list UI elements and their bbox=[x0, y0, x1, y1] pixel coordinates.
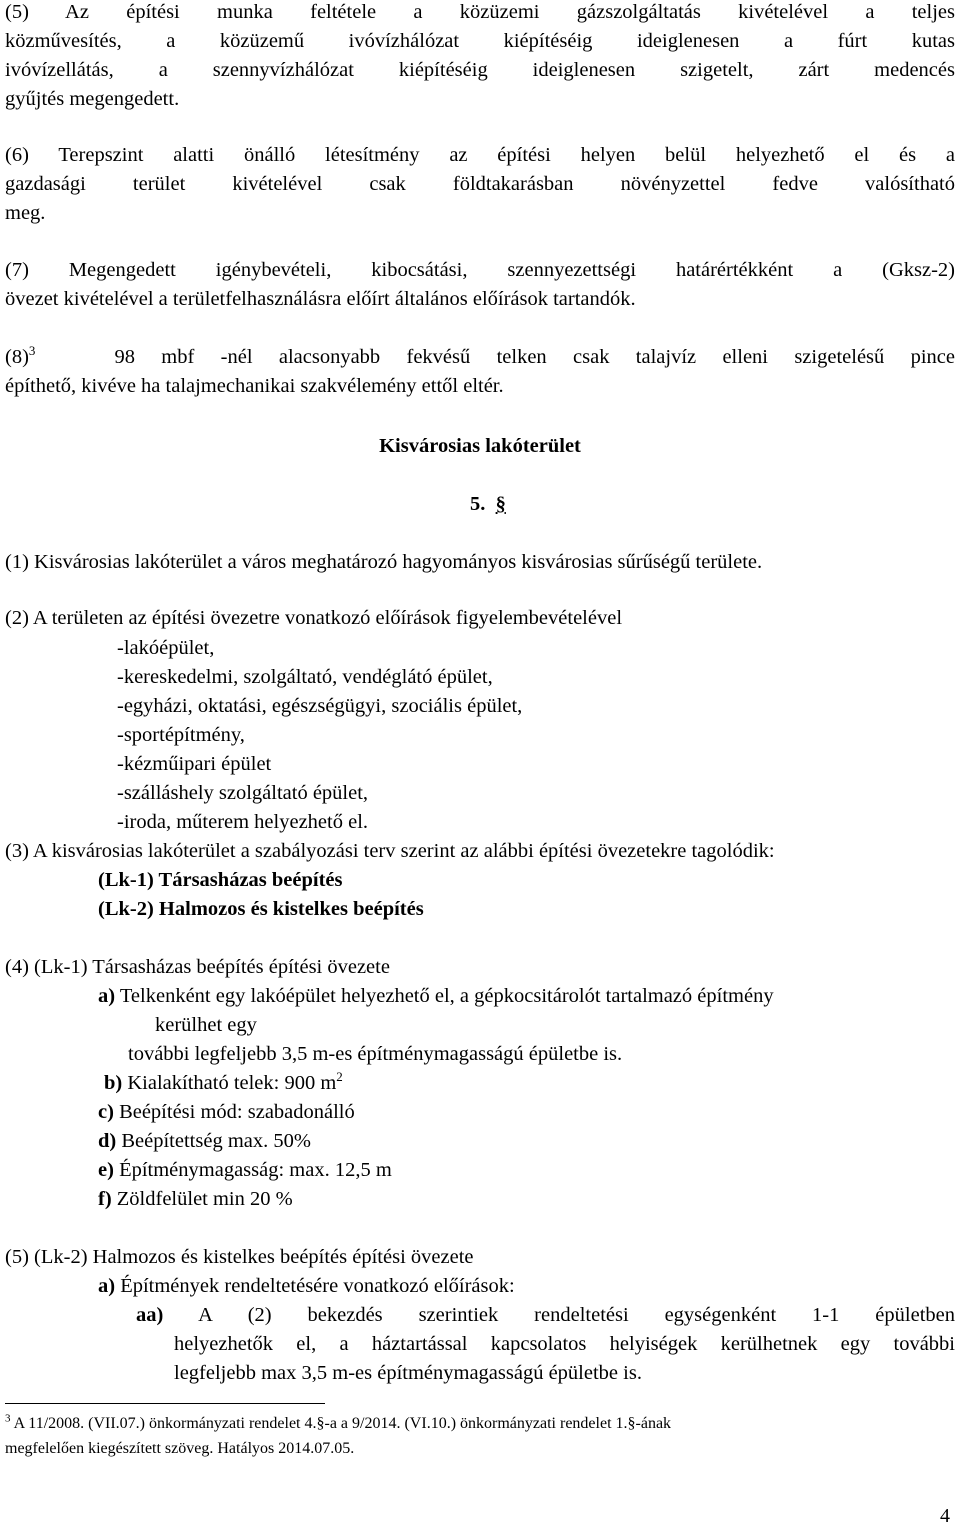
para6-line1: (6) Terepszint alatti önálló létesítmény az építési helyen belül helyezhető el és a bbox=[5, 144, 955, 166]
para6-line2: gazdasági terület kivételével csak földtakarásban növényzettel fedve valósítható bbox=[5, 173, 955, 195]
para7-line1: (7) Megengedett igénybevételi, kibocsátási, szennyezettségi határértékként a (Gksz-2) bbox=[5, 259, 955, 281]
s4-a-line2: kerülhet egy bbox=[155, 1014, 257, 1036]
s2-item: -szálláshely szolgáltató épület, bbox=[117, 782, 369, 804]
section-number bbox=[470, 490, 670, 519]
s2-item: -kézműipari épület bbox=[117, 753, 272, 775]
para7-line2: övezet kivételével a területfelhasználásra előírt általános előírások tartandók. bbox=[5, 288, 636, 310]
para5-line2: közművesítés, a közüzemű ivóvízhálózat kiépítéséig ideiglenesen a fúrt kutas bbox=[5, 30, 955, 52]
s4-b-label: b) bbox=[104, 1072, 123, 1094]
s5-aa-line1 bbox=[136, 1301, 955, 1330]
para8-line1 bbox=[5, 343, 955, 372]
s4-c bbox=[98, 1098, 960, 1127]
footnote-line1 bbox=[5, 1412, 671, 1436]
s4-c-label: c) bbox=[98, 1101, 114, 1123]
s2-item: -lakóépület, bbox=[117, 637, 215, 659]
s5-aa-line3: legfeljebb max 3,5 m-es építménymagasságú épületbe is. bbox=[174, 1362, 642, 1384]
para5-line1: (5) Az építési munka feltétele a közüzemi gázszolgáltatás kivételével a teljes bbox=[5, 1, 955, 23]
s4-a-line3: további legfeljebb 3,5 m-es építménymagasságú épületbe is. bbox=[128, 1043, 623, 1065]
s4-c-text: Beépítési mód: szabadonálló bbox=[113, 1101, 355, 1123]
s2-item: -kereskedelmi, szolgáltató, vendéglátó épület, bbox=[117, 666, 493, 688]
s4-d-text: Beépítettség max. 50% bbox=[116, 1130, 311, 1152]
s4-f-label: f) bbox=[98, 1188, 112, 1210]
s5-aa-label: aa) bbox=[136, 1304, 164, 1326]
s2-intro: (2) A területen az építési övezetre vonatkozó előírások figyelembevételével bbox=[5, 607, 623, 629]
s4-b-text: Kialakítható telek: 900 m bbox=[122, 1072, 337, 1094]
s4-e-text: Építménymagasság: max. 12,5 m bbox=[113, 1159, 392, 1181]
s4-d-label: d) bbox=[98, 1130, 117, 1152]
s4-b-sup: 2 bbox=[336, 1069, 343, 1085]
s4-e bbox=[98, 1156, 960, 1185]
footnote-line2: megfelelően kiegészített szöveg. Hatályos 2014.07.05. bbox=[5, 1440, 355, 1457]
s5-a-label: a) bbox=[98, 1275, 116, 1297]
s3-item-lk1: (Lk-1) Társasházas beépítés bbox=[98, 869, 343, 891]
page-number: 4 bbox=[940, 1505, 950, 1527]
s2-item: -sportépítmény, bbox=[117, 724, 245, 746]
para6-line3: meg. bbox=[5, 202, 46, 224]
s4-a-text: Telkenként egy lakóépület helyezhető el, a gépkocsitárolót tartalmazó építmény bbox=[115, 985, 774, 1007]
s5-a-text: Építmények rendeltetésére vonatkozó előírások: bbox=[115, 1275, 515, 1297]
s4-b bbox=[104, 1069, 960, 1098]
s4-a-label: a) bbox=[98, 985, 116, 1007]
s4-d bbox=[98, 1127, 960, 1156]
s3-item-lk2: (Lk-2) Halmozos és kistelkes beépítés bbox=[98, 898, 424, 920]
s5-title: (5) (Lk-2) Halmozos és kistelkes beépítés építési övezete bbox=[5, 1246, 474, 1268]
section-heading: Kisvárosias lakóterület bbox=[379, 435, 581, 457]
s4-e-label: e) bbox=[98, 1159, 114, 1181]
para5-line4: gyűjtés megengedett. bbox=[5, 88, 180, 110]
para8-prefix: (8) bbox=[5, 346, 29, 368]
footnote-text: A 11/2008. (VII.07.) önkormányzati rendelet 4.§-a a 9/2014. (VI.10.) önkormányzati rendelet 1.§-ának bbox=[10, 1415, 672, 1432]
section-sign: § bbox=[495, 493, 506, 515]
footnote-ref-3: 3 bbox=[28, 343, 36, 359]
s2-item: -iroda, műterem helyezhető el. bbox=[117, 811, 369, 833]
s3-intro: (3) A kisvárosias lakóterület a szabályozási terv szerint az alábbi építési övezetekre tagolódik: bbox=[5, 840, 775, 862]
s2-item: -egyházi, oktatási, egészségügyi, szociális épület, bbox=[117, 695, 523, 717]
para8-line2: építhető, kivéve ha talajmechanikai szakvélemény ettől eltér. bbox=[5, 375, 504, 397]
s4-f bbox=[98, 1185, 960, 1214]
footnote-rule bbox=[5, 1403, 325, 1404]
s4-f-text: Zöldfelület min 20 % bbox=[111, 1188, 293, 1210]
para8-text: 98 mbf -nél alacsonyabb fekvésű telken csak talajvíz elleni szigetelésű pince bbox=[114, 346, 956, 368]
para5-line3: ivóvízellátás, a szennyvízhálózat kiépítéséig ideiglenesen szigetelt, zárt medencés bbox=[5, 59, 955, 81]
section-num: 5. bbox=[470, 493, 486, 515]
footnote-num: 3 bbox=[5, 1412, 11, 1425]
s5-aa-text: A (2) bekezdés szerintiek rendeltetési egységenként 1-1 épületben bbox=[163, 1304, 955, 1326]
s1-text: (1) Kisvárosias lakóterület a város meghatározó hagyományos kisvárosias sűrűségű területe. bbox=[5, 551, 763, 573]
s4-a-line1 bbox=[98, 982, 955, 1011]
s4-title: (4) (Lk-1) Társasházas beépítés építési övezete bbox=[5, 956, 390, 978]
s5-a bbox=[98, 1272, 960, 1301]
s5-aa-line2: helyezhetők el, a háztartással kapcsolatos helyiségek kerülhetnek egy további bbox=[174, 1333, 955, 1355]
